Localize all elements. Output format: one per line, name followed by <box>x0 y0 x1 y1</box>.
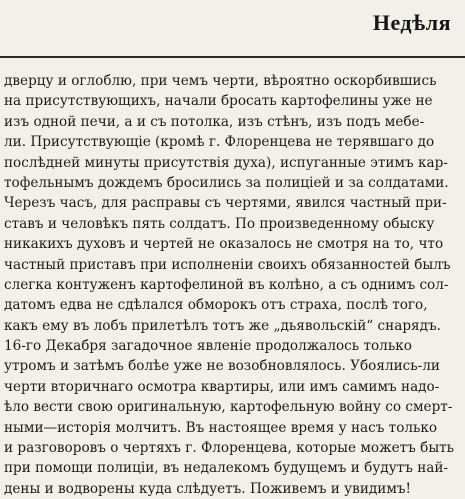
text-line: утромъ и затѣмъ болѣе уже не возобновлялось. Убоялись-ли <box>4 358 440 375</box>
text-line: 16-го Декабря загадочное явленіе продолжалось только <box>4 338 412 355</box>
text-line: слегка контуженъ картофелиной въ колѣно, а съ однимъ сол- <box>4 276 449 293</box>
text-line: ѣло вести свою оригинальную, картофельную войну со смерт- <box>4 399 453 416</box>
text-line: ставъ и человѣкъ пять солдатъ. По произведенному обыску <box>4 215 435 232</box>
text-line: послѣдней минуты присутствія духа), испуганные этимъ кар- <box>4 154 448 171</box>
text-line: черти вторичнаго осмотра квартиры, или имъ самимъ надо- <box>4 378 440 395</box>
text-line: дверцу и оглоблю, при чемъ черти, вѣроятно оскорбившись <box>4 73 437 89</box>
text-line: какъ ему въ лобъ прилетѣлъ тотъ же „дьявольскій“ снарядъ. <box>4 317 441 334</box>
text-line: на присутствующихъ, начали бросать картофелины уже не <box>4 93 433 110</box>
text-line: изъ одной печи, а и съ потолка, изъ стѣнъ, изъ подъ мебе- <box>4 113 425 130</box>
text-line: Черезъ часъ, для расправы съ чертями, явился частный при- <box>4 195 447 212</box>
page-header-title: Недѣля <box>372 10 451 35</box>
header-rule <box>0 56 465 58</box>
text-line: тофельнымъ дождемъ бросились за полиціей и за солдатами. <box>4 174 449 191</box>
text-line: и разговоровъ о чертяхъ г. Флоренцева, которые можетъ быть <box>4 440 455 457</box>
article-body <box>4 71 462 499</box>
text-line: дены и водворены куда слѣдуетъ. Поживемъ и увидимъ! <box>4 480 412 497</box>
text-line: ли. Присутствующіе (кромѣ г. Флоренцева не терявшаго до <box>4 134 435 151</box>
text-line: частный приставъ при исполненіи своихъ обязанностей былъ <box>4 256 451 273</box>
text-line: при помощи полиціи, въ недалекомъ будущемъ и будутъ най- <box>4 460 449 477</box>
text-line: ными—исторія молчитъ. Въ настоящее время у насъ только <box>4 419 438 436</box>
text-line: датомъ едва не сдѣлался обморокъ отъ страха, послѣ того, <box>4 297 428 314</box>
text-line: никакихъ духовъ и чертей не оказалось не смотря на то, что <box>4 236 444 253</box>
